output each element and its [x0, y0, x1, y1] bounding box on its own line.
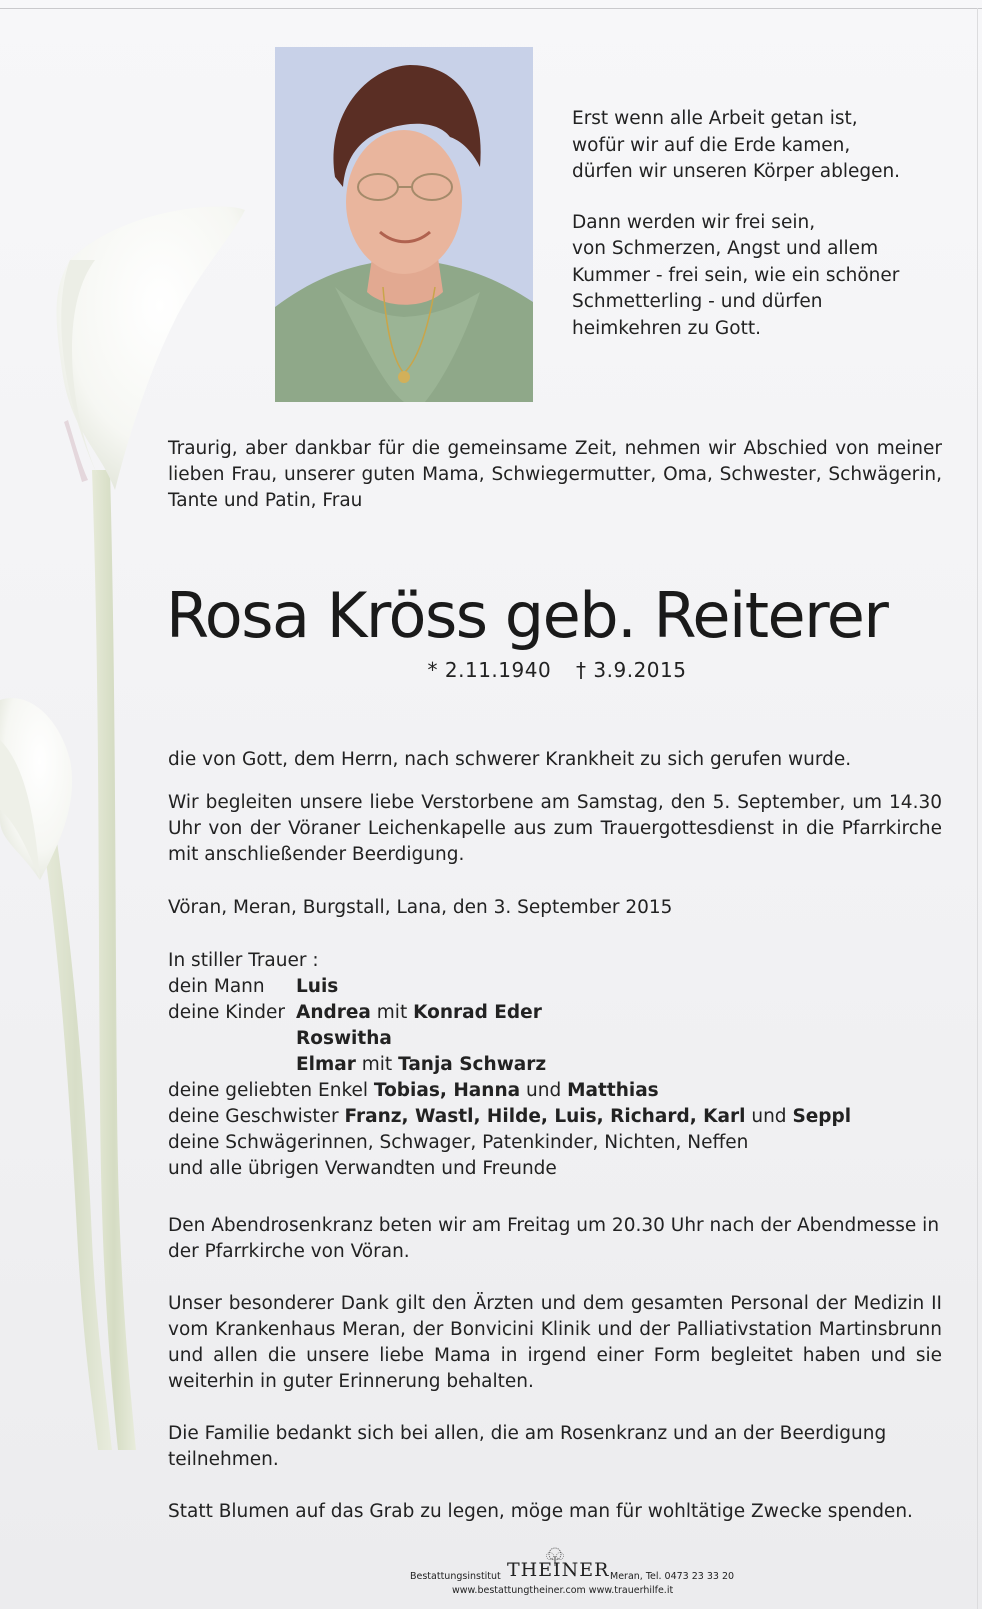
funeral-text: Wir begleiten unsere liebe Verstorbene am Samstag, den 5. September, um 14.30 Uhr von der Vöraner Leichenkapelle aus zum Trauergottesdienst in die Pfarrkirche mit anschließender Beerdigung. [168, 792, 942, 865]
mourner-grandchildren: deine geliebten Enkel Tobias, Hanna und Matthias [168, 1080, 659, 1101]
mourner-inlaws: deine Schwägerinnen, Schwager, Patenkinder, Nichten, Neffen [168, 1132, 749, 1153]
intro-text: Traurig, aber dankbar für die gemeinsame Zeit, nehmen wir Abschied von meiner lieben Frau, unserer guten Mama, Schwiegermutter, Oma, Schwester, Schwägerin, Tante und Patin, Frau [168, 438, 942, 511]
footer-institute: Bestattungsinstitut [410, 1571, 501, 1582]
death-date: † 3.9.2015 [576, 658, 687, 682]
top-border [0, 8, 982, 9]
mourner-siblings: deine Geschwister Franz, Wastl, Hilde, Luis, Richard, Karl und Seppl [168, 1106, 852, 1127]
portrait-photo [275, 47, 533, 402]
place-date: Vöran, Meran, Burgstall, Lana, den 3. September 2015 [168, 897, 673, 918]
mourner-others: und alle übrigen Verwandten und Freunde [168, 1158, 557, 1179]
right-border [977, 8, 978, 1609]
mourners-list [168, 948, 942, 1182]
footer-contact: Meran, Tel. 0473 23 33 20 [610, 1571, 735, 1582]
flowers-text: Statt Blumen auf das Grab zu legen, möge man für wohltätige Zwecke spenden. [168, 1501, 913, 1522]
mourner-child-2: Roswitha [296, 1028, 392, 1049]
thanks-text: Unser besonderer Dank gilt den Ärzten und dem gesamten Personal der Medizin II vom Krankenhaus Meran, der Bonvicini Klinik und der Palliativstation Martinsbrunn und allen die unsere liebe Mama in irgend einer Form begleitet haben und sie weiterhin in guter Erinnerung behalten. [168, 1293, 942, 1392]
called-by-god-text: die von Gott, dem Herrn, nach schwerer Krankheit zu sich gerufen wurde. [168, 749, 852, 770]
footer-brand: THEINER [507, 1559, 610, 1581]
deceased-name: Rosa Kröss geb. Reiterer [166, 579, 888, 652]
family-thanks-text: Die Familie bedankt sich bei allen, die am Rosenkranz und an der Beerdigung teilnehmen. [168, 1423, 887, 1470]
mourner-children: deine Kinder Andrea mit Konrad Eder [168, 1002, 542, 1023]
poem-stanza-1: Erst wenn alle Arbeit getan ist, wofür wir auf die Erde kamen, dürfen wir unseren Körper ablegen. [572, 108, 901, 182]
poem [572, 106, 952, 366]
footer [410, 1559, 840, 1603]
rosary-text: Den Abendrosenkranz beten wir am Freitag um 20.30 Uhr nach der Abendmesse in der Pfarrkirche von Vöran. [168, 1215, 940, 1262]
mourner-child-3: Elmar mit Tanja Schwarz [296, 1054, 547, 1075]
footer-web: www.bestattungtheiner.com www.trauerhilfe.it [452, 1585, 674, 1596]
birth-date: * 2.11.1940 [427, 658, 552, 682]
mourners-heading: In stiller Trauer : [168, 950, 319, 971]
poem-stanza-2: Dann werden wir frei sein, von Schmerzen, Angst und allem Kummer - frei sein, wie ein schöner Schmetterling - und dürfen heimkehren zu Gott. [572, 211, 900, 339]
mourner-husband: dein Mann Luis [168, 976, 339, 997]
life-dates [168, 658, 946, 682]
